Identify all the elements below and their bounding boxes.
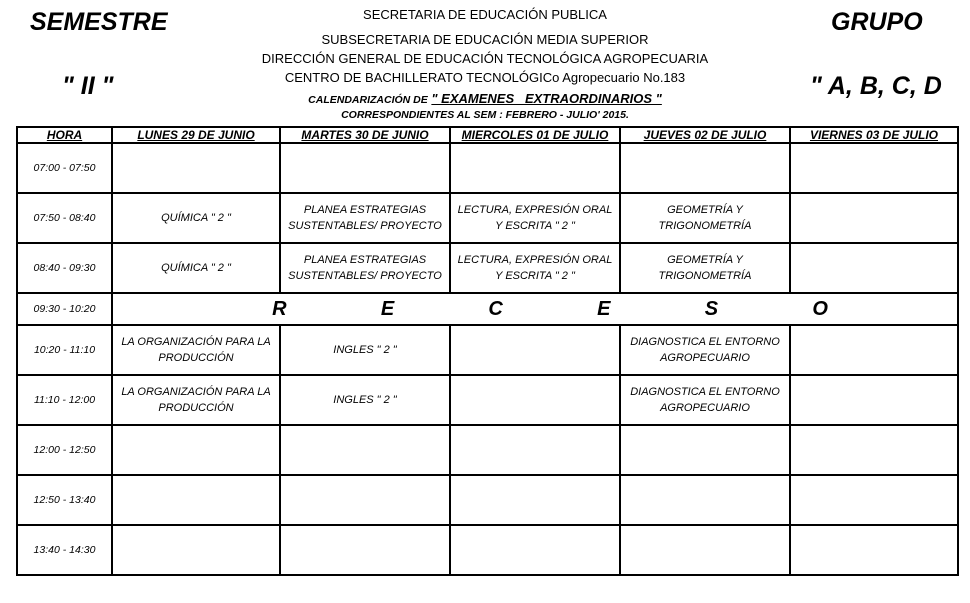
table-cell: [790, 325, 958, 375]
header-row: [17, 127, 958, 143]
time-cell: 07:50 - 08:40: [17, 193, 112, 243]
table-cell: [450, 143, 620, 193]
col-martes: MARTES 30 DE JUNIO: [280, 127, 450, 143]
table-cell: [112, 525, 280, 575]
table-cell: LA ORGANIZACIÓN PARA LA PRODUCCIÓN: [112, 325, 280, 375]
recess-row: [17, 293, 958, 325]
table-cell: [620, 425, 790, 475]
grupo-value: " A, B, C, D: [810, 72, 942, 100]
time-cell: 12:00 - 12:50: [17, 425, 112, 475]
time-cell: 12:50 - 13:40: [17, 475, 112, 525]
table-cell: [450, 375, 620, 425]
table-cell: [790, 425, 958, 475]
recess-letter: C: [488, 298, 503, 320]
time-cell: 08:40 - 09:30: [17, 243, 112, 293]
table-cell: PLANEA ESTRATEGIAS SUSTENTABLES/ PROYECTO: [280, 243, 450, 293]
table-cell: [790, 475, 958, 525]
semestre-label: SEMESTRE: [30, 8, 168, 36]
table-row: [17, 143, 958, 193]
table-cell: [620, 475, 790, 525]
recess-letter: S: [704, 298, 719, 320]
table-cell: [112, 425, 280, 475]
recess-letter: E: [380, 298, 395, 320]
col-lunes: LUNES 29 DE JUNIO: [112, 127, 280, 143]
table-row: [17, 193, 958, 243]
table-cell: [280, 475, 450, 525]
table-cell: LECTURA, EXPRESIÓN ORAL Y ESCRITA " 2 ": [450, 193, 620, 243]
table-row: [17, 425, 958, 475]
header-line-3: DIRECCIÓN GENERAL DE EDUCACIÓN TECNOLÓGICA AGROPECUARIA: [261, 51, 709, 66]
time-cell: 09:30 - 10:20: [17, 293, 112, 325]
table-cell: LECTURA, EXPRESIÓN ORAL Y ESCRITA " 2 ": [450, 243, 620, 293]
col-viernes: VIERNES 03 DE JULIO: [790, 127, 958, 143]
table-cell: [790, 243, 958, 293]
semestre-value: " II ": [62, 72, 114, 100]
calendar-title: " EXAMENES EXTRAORDINARIOS ": [431, 91, 662, 106]
col-hora: HORA: [17, 127, 112, 143]
table-row: [17, 243, 958, 293]
table-row: [17, 475, 958, 525]
time-cell: 13:40 - 14:30: [17, 525, 112, 575]
table-cell: DIAGNOSTICA EL ENTORNO AGROPECUARIO: [620, 325, 790, 375]
table-cell: [280, 525, 450, 575]
table-cell: QUÍMICA " 2 ": [112, 243, 280, 293]
table-cell: [450, 425, 620, 475]
table-cell: GEOMETRÍA Y TRIGONOMETRÍA: [620, 243, 790, 293]
time-cell: 10:20 - 11:10: [17, 325, 112, 375]
table-cell: INGLES " 2 ": [280, 375, 450, 425]
time-cell: 11:10 - 12:00: [17, 375, 112, 425]
table-cell: GEOMETRÍA Y TRIGONOMETRÍA: [620, 193, 790, 243]
table-cell: [280, 425, 450, 475]
table-cell: DIAGNOSTICA EL ENTORNO AGROPECUARIO: [620, 375, 790, 425]
header-line-2: SUBSECRETARIA DE EDUCACIÓN MEDIA SUPERIOR: [321, 32, 649, 47]
table-cell: [450, 525, 620, 575]
table-cell: LA ORGANIZACIÓN PARA LA PRODUCCIÓN: [112, 375, 280, 425]
col-jueves: JUEVES 02 DE JULIO: [620, 127, 790, 143]
table-cell: [620, 143, 790, 193]
table-cell: PLANEA ESTRATEGIAS SUSTENTABLES/ PROYECTO: [280, 193, 450, 243]
recess-cell: [112, 293, 958, 325]
grupo-label: GRUPO: [831, 8, 923, 36]
table-row: [17, 525, 958, 575]
table-cell: [790, 375, 958, 425]
period-line: CORRESPONDIENTES AL SEM : FEBRERO - JULIO' 2015.: [341, 109, 629, 121]
calendar-heading: [0, 91, 970, 106]
col-miercoles: MIERCOLES 01 DE JULIO: [450, 127, 620, 143]
recess-letter: O: [812, 298, 828, 320]
time-cell: 07:00 - 07:50: [17, 143, 112, 193]
table-cell: [450, 325, 620, 375]
table-cell: [450, 475, 620, 525]
table-cell: [112, 143, 280, 193]
table-cell: INGLES " 2 ": [280, 325, 450, 375]
table-cell: [620, 525, 790, 575]
table-cell: [280, 143, 450, 193]
table-cell: [790, 525, 958, 575]
recess-letter: E: [597, 298, 611, 320]
schedule-table: [16, 126, 959, 576]
table-row: [17, 375, 958, 425]
recess-letter: R: [272, 298, 287, 320]
table-cell: [112, 475, 280, 525]
table-cell: [790, 193, 958, 243]
header-line-4: CENTRO DE BACHILLERATO TECNOLÓGICo Agropecuario No.183: [284, 70, 686, 85]
header-line-1: SECRETARIA DE EDUCACIÓN PUBLICA: [363, 7, 607, 22]
table-row: [17, 325, 958, 375]
table-cell: QUÍMICA " 2 ": [112, 193, 280, 243]
calendar-prefix: CALENDARIZACIÓN DE: [308, 94, 428, 106]
table-cell: [790, 143, 958, 193]
